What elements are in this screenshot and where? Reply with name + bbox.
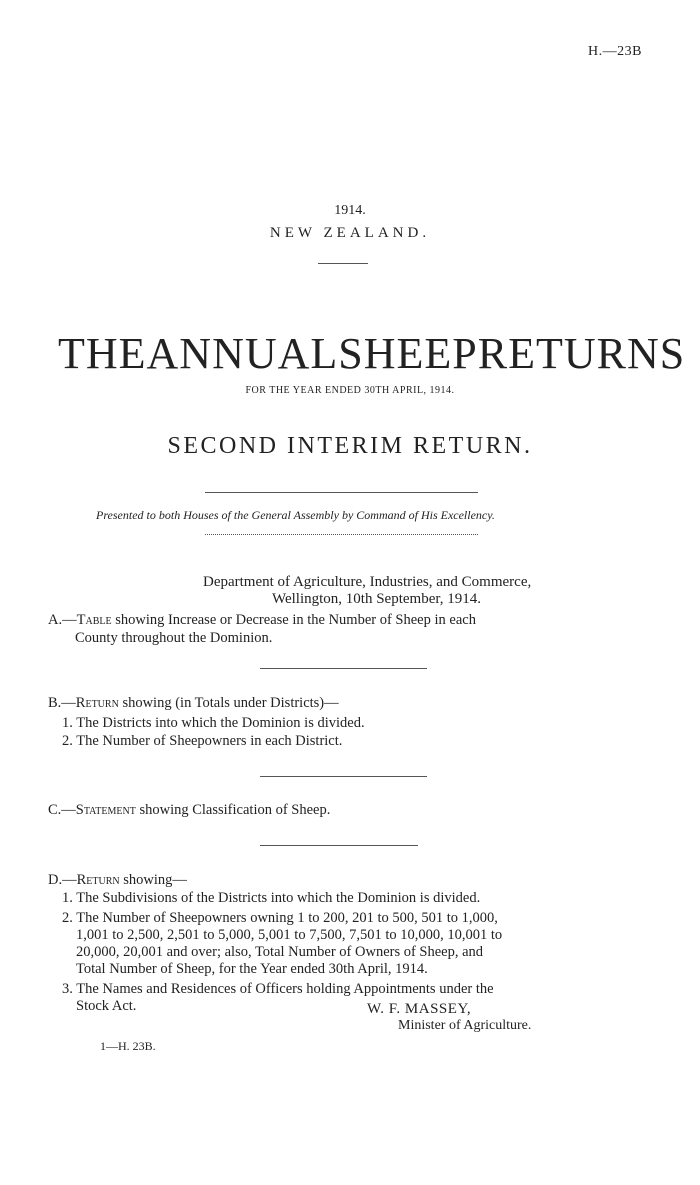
interim-heading: SECOND INTERIM RETURN.: [167, 433, 533, 459]
presented-note: Presented to both Houses of the General Assembly by Command of His Excellency.: [96, 508, 495, 522]
section-text: showing Classification of Sheep.: [139, 802, 331, 818]
subtitle: FOR THE YEAR ENDED 30TH APRIL, 1914.: [245, 385, 455, 396]
section-kind: Return: [76, 872, 120, 888]
section-text: showing Increase or Decrease in the Number of Sheep in each: [115, 612, 476, 628]
section-c-line: [48, 802, 330, 819]
list-item-continuation: Stock Act.: [76, 998, 137, 1014]
list-item-continuation: Total Number of Sheep, for the Year ended 30th April, 1914.: [76, 961, 428, 977]
section-kind: Statement: [75, 802, 136, 818]
divider-rule: [260, 845, 418, 846]
section-kind: Table: [76, 612, 112, 628]
divider-rule: [318, 263, 368, 264]
signatory-title: Minister of Agriculture.: [398, 1018, 532, 1033]
list-item: 2. The Number of Sheepowners in each District.: [62, 733, 343, 749]
section-d-heading: [48, 872, 187, 889]
section-text: showing (in Totals under Districts)—: [122, 695, 339, 711]
main-title: [58, 328, 686, 379]
page-code: 1—H. 23B.: [100, 1039, 156, 1053]
department-place-date: Wellington, 10th September, 1914.: [272, 591, 481, 607]
list-item: 1. The Subdivisions of the Districts into which the Dominion is divided.: [62, 890, 481, 906]
list-item-continuation: 1,001 to 2,500, 2,501 to 5,000, 5,001 to 7,500, 7,501 to 10,000, 10,001 to: [76, 927, 503, 943]
list-item: 1. The Districts into which the Dominion is divided.: [62, 715, 365, 731]
section-b-heading: [48, 695, 339, 712]
section-a-line: County throughout the Dominion.: [75, 630, 273, 646]
department-name: Department of Agriculture, Industries, and Commerce,: [203, 574, 532, 590]
list-item: 3. The Names and Residences of Officers holding Appointments under the: [62, 981, 494, 997]
section-letter: C.—: [48, 802, 76, 818]
list-item: 2. The Number of Sheepowners owning 1 to 200, 201 to 500, 501 to 1,000,: [62, 910, 498, 926]
divider-rule: [260, 776, 427, 777]
section-text: showing—: [123, 872, 187, 888]
section-kind: Return: [75, 695, 119, 711]
document-code: H.—23B: [588, 44, 642, 59]
country-heading: NEW ZEALAND.: [269, 225, 431, 241]
title-word: SHEEP: [338, 329, 478, 378]
section-letter: D.—: [48, 872, 77, 888]
section-letter: A.—: [48, 612, 77, 628]
list-item-continuation: 20,000, 20,001 and over; also, Total Number of Owners of Sheep, and: [76, 944, 484, 960]
title-word: THE: [58, 329, 147, 378]
title-word: RETURNS: [477, 329, 686, 378]
divider-rule: [205, 492, 478, 493]
year-heading: 1914.: [334, 203, 366, 218]
section-letter: B.—: [48, 695, 76, 711]
signatory-name: W. F. MASSEY,: [367, 1001, 472, 1017]
divider-rule: [205, 534, 478, 535]
divider-rule: [260, 668, 427, 669]
section-a-line: [48, 612, 476, 629]
title-word: ANNUAL: [146, 329, 339, 378]
